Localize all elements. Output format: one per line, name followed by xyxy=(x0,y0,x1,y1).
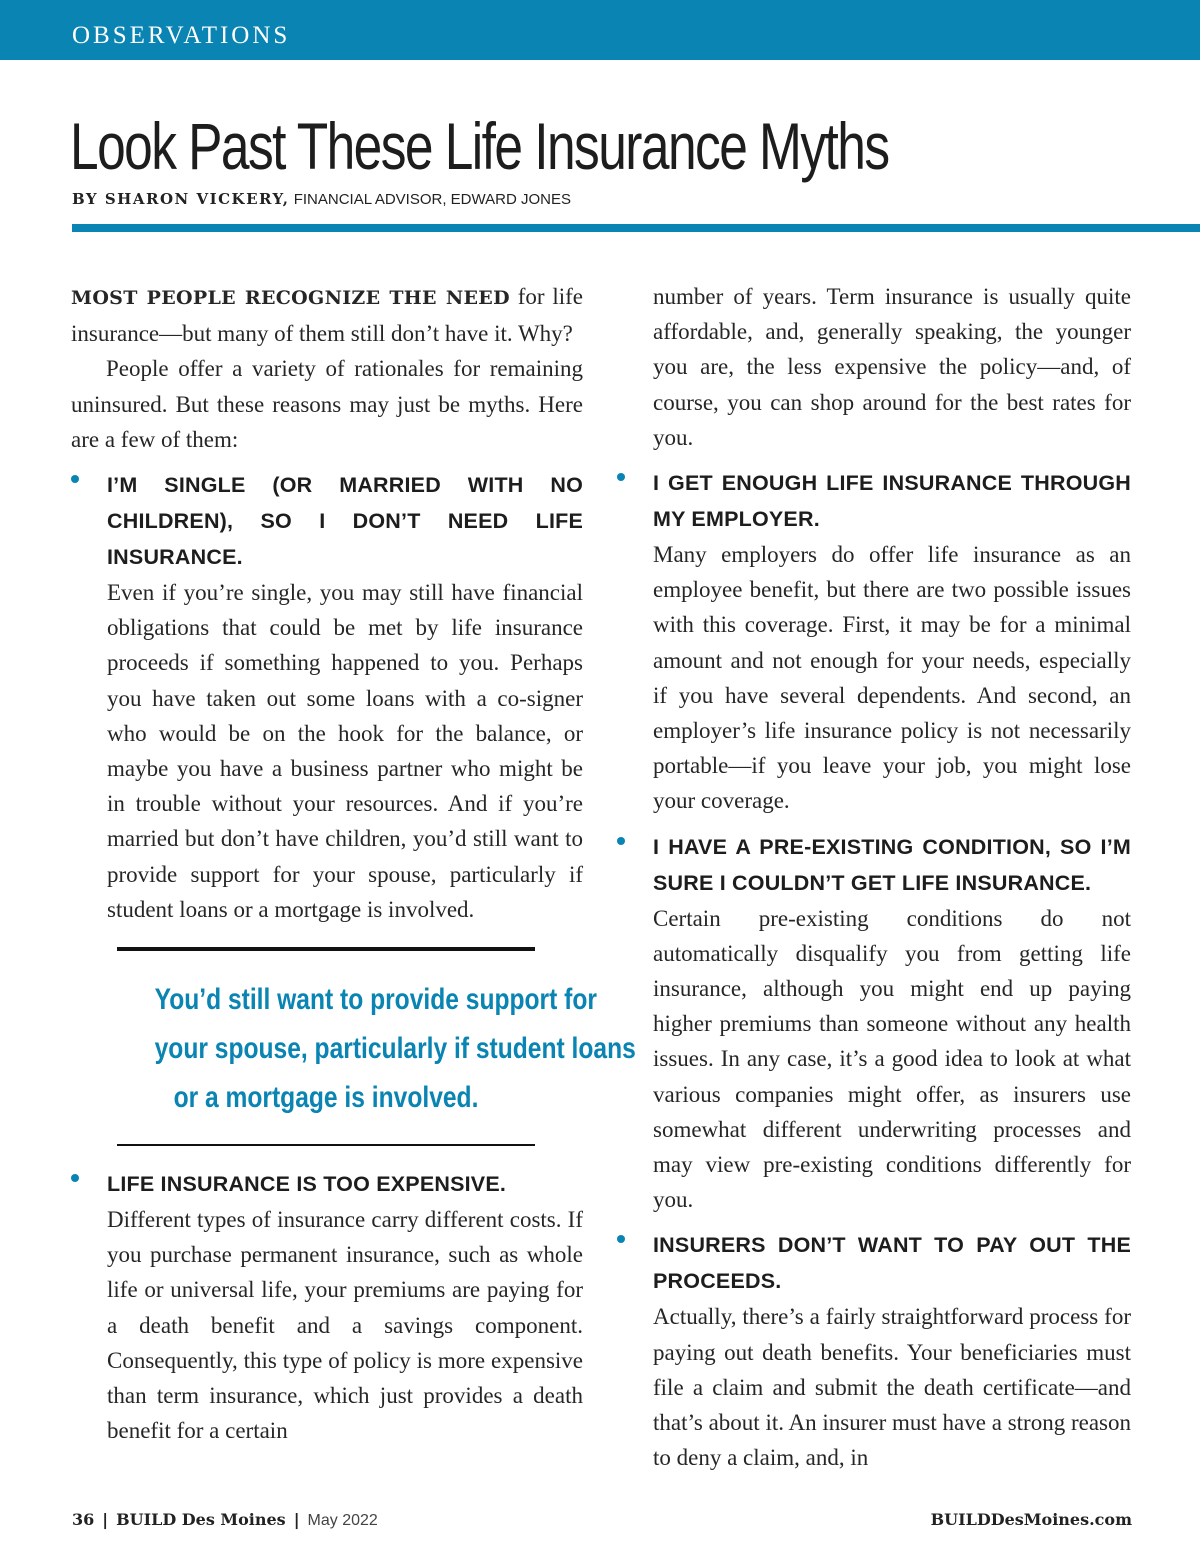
pull-quote-line: or a mortgage is involved. xyxy=(173,1081,479,1115)
myth-item xyxy=(71,467,583,927)
bullet-icon xyxy=(617,473,625,481)
intro-lead: MOST PEOPLE RECOGNIZE THE NEED xyxy=(71,287,510,309)
website-url: BUILDDesMoines.com xyxy=(930,1510,1132,1529)
byline-role: FINANCIAL ADVISOR, EDWARD JONES xyxy=(289,191,571,208)
magazine-name: BUILD Des Moines xyxy=(116,1510,286,1529)
article-column-right xyxy=(617,279,1131,1475)
intro-paragraph xyxy=(71,279,583,351)
myth-body-continued: number of years. Term insurance is usually quite affordable, and, generally speaking, the younger you are, the less expensive the policy—and, of course, you can shop around for the best rates for you. xyxy=(653,284,1131,450)
myth-item xyxy=(617,465,1131,819)
pull-quote-line: your spouse, particularly if student loans xyxy=(154,1032,636,1066)
myth-heading: I HAVE A PRE-EXISTING CONDITION, SO I’M SURE I COULDN’T GET LIFE INSURANCE. xyxy=(653,834,1131,895)
bullet-icon xyxy=(71,1174,79,1182)
intro-text: for life insurance—but many of them still don’t have it. Why? xyxy=(71,284,583,347)
pull-quote xyxy=(117,947,636,1146)
myth-body: Different types of insurance carry different costs. If you purchase permanent insurance, such as whole life or universal life, your premiums are paying for a death benefit and a savings component. Consequently, this type of policy is more expensive than term insurance, which just provides a death benefit for a certain xyxy=(107,1207,583,1444)
myth-body: Actually, there’s a fairly straightforward process for paying out death benefits. Your beneficiaries must file a claim and submit the death certificate—and that’s about it. An insurer must have a strong reason to deny a claim, and, in xyxy=(653,1304,1131,1471)
myth-body: Even if you’re single, you may still have financial obligations that could be met by life insurance proceeds if something happened to you. Perhaps you have taken out some loans with a co-signer who would be on the hook for the balance, or maybe you have a business partner who might be in trouble without your resources. And if you’re married but don’t have children, you’d still want to provide support for your spouse, particularly if student loans or a mortgage is involved. xyxy=(107,580,583,922)
pull-quote-line: You’d still want to provide support for xyxy=(154,983,597,1017)
page-footer xyxy=(72,1510,1132,1530)
article-column-left xyxy=(71,279,636,1448)
page-number: 36 xyxy=(72,1510,95,1529)
byline-author: BY SHARON VICKERY, xyxy=(72,190,290,208)
bullet-icon xyxy=(71,475,79,483)
myth-item xyxy=(617,1227,1131,1475)
byline xyxy=(72,190,571,209)
section-label: OBSERVATIONS xyxy=(72,22,291,49)
myth-body: Many employers do offer life insurance as an employee benefit, but there are two possible issues with this coverage. First, it may be for a minimal amount and not enough for your needs, especially if you have several dependents. And second, an employer’s life insurance policy is not necessarily portable—if you leave your job, you might lose your coverage. xyxy=(653,542,1131,814)
issue-date: May 2022 xyxy=(307,1512,378,1529)
myth-heading: I’M SINGLE (OR MARRIED WITH NO CHILDREN), SO I DON’T NEED LIFE INSURANCE. xyxy=(107,473,583,570)
bullet-icon xyxy=(617,1235,625,1243)
footer-left xyxy=(72,1510,378,1531)
myth-heading: INSURERS DON’T WANT TO PAY OUT THE PROCEEDS. xyxy=(653,1233,1131,1294)
myth-item xyxy=(617,829,1131,1218)
footer-separator: | xyxy=(293,1510,300,1529)
myth-item xyxy=(71,1166,583,1448)
section-header-bar xyxy=(0,0,1200,60)
myth-heading: LIFE INSURANCE IS TOO EXPENSIVE. xyxy=(107,1172,507,1197)
article-title: Look Past These Life Insurance Myths xyxy=(70,109,889,183)
intro-paragraph-2: People offer a variety of rationales for remaining uninsured. But these reasons may just be myths. Here are a few of them: xyxy=(71,356,583,452)
myth-body: Certain pre-existing conditions do not automatically disqualify you from getting life insurance, although you might end up paying higher premiums than someone without any health issues. In any case, it’s a good idea to look at what various companies might offer, as insurers use somewhat different underwriting processes and may view pre-existing conditions differently for you. xyxy=(653,905,1131,1213)
myth-heading: I GET ENOUGH LIFE INSURANCE THROUGH MY EMPLOYER. xyxy=(653,471,1131,532)
bullet-icon xyxy=(617,837,625,845)
footer-separator: | xyxy=(102,1510,109,1529)
title-divider xyxy=(72,224,1200,232)
